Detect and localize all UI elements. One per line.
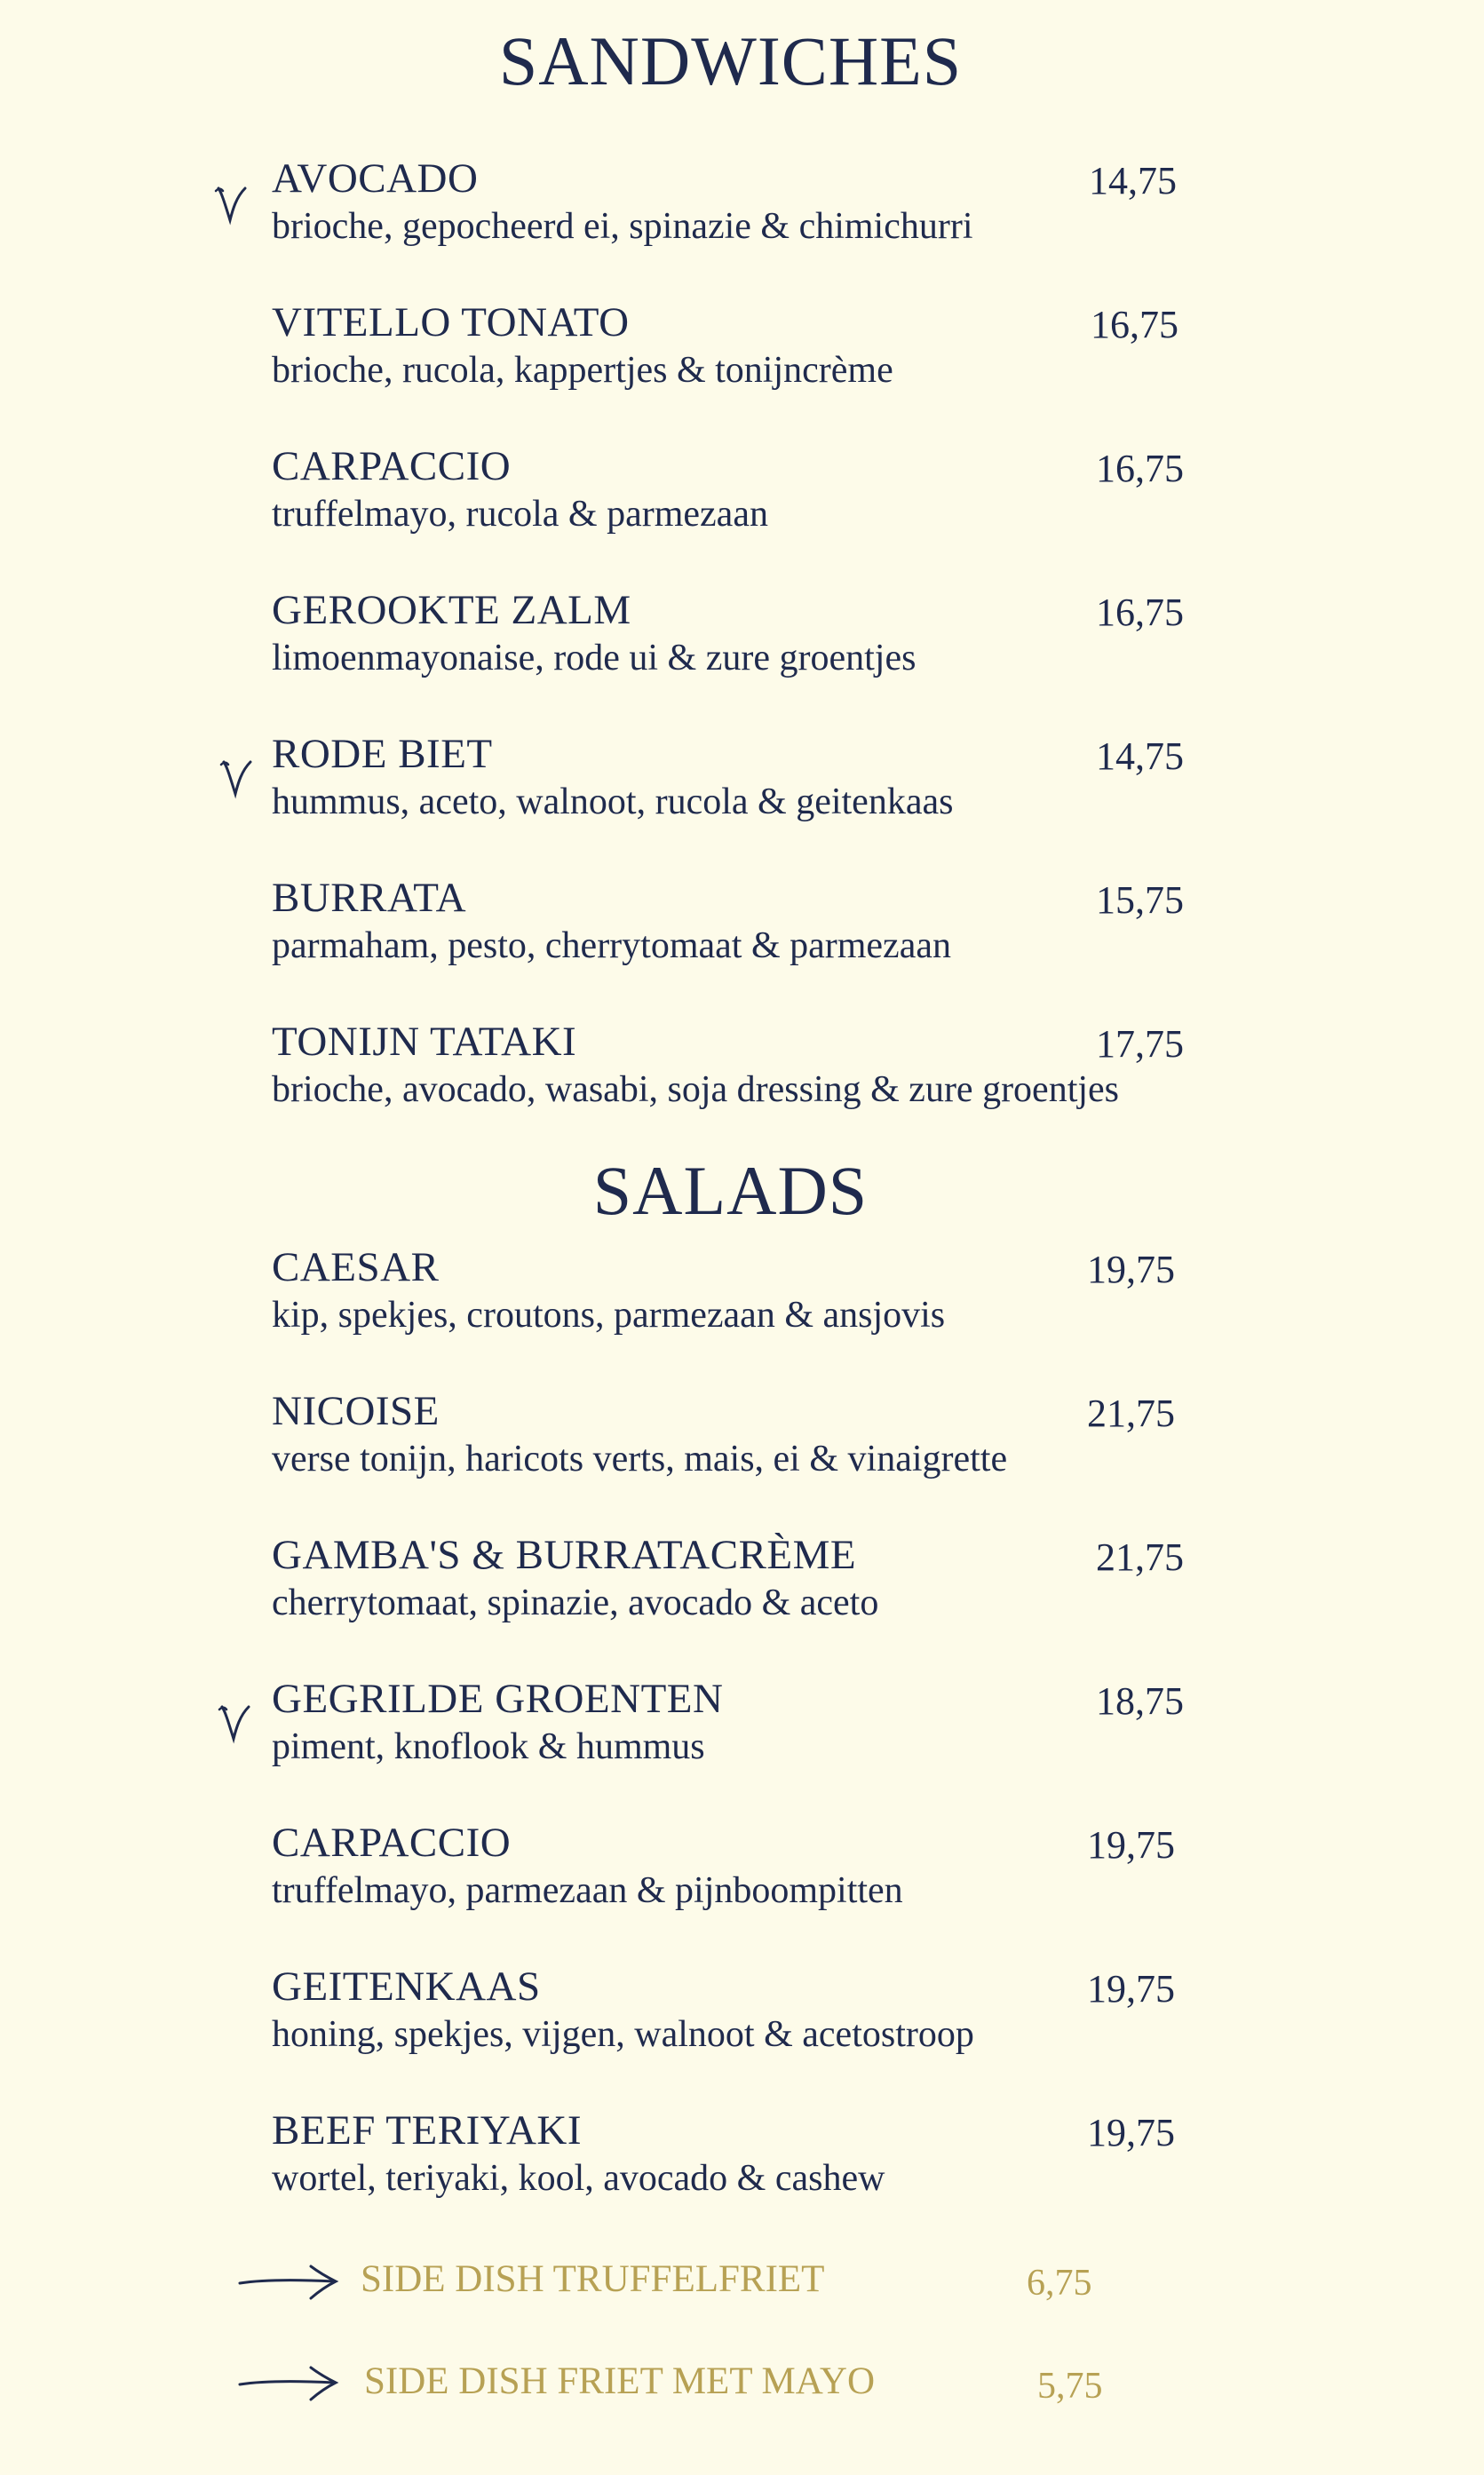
item-price: 14,75 [1096, 734, 1184, 778]
side-dish-name: SIDE DISH FRIET MET MAYO [364, 2360, 875, 2402]
item-name: CARPACCIO [272, 443, 512, 489]
side-dish-price: 5,75 [1037, 2366, 1103, 2407]
item-name: VITELLO TONATO [272, 299, 630, 345]
sandwiches-title: SANDWICHES [498, 22, 963, 99]
item-price: 15,75 [1096, 878, 1184, 922]
item-price: 19,75 [1087, 2111, 1175, 2154]
item-description: parmaham, pesto, cherrytomaat & parmezaan [272, 925, 951, 966]
item-description: kip, spekjes, croutons, parmezaan & ansjovis [272, 1295, 946, 1336]
item-name: GEROOKTE ZALM [272, 587, 631, 633]
item-description: hummus, aceto, walnoot, rucola & geitenkaas [272, 781, 954, 822]
item-description: brioche, avocado, wasabi, soja dressing & zure groentjes [272, 1069, 1120, 1110]
item-price: 16,75 [1091, 303, 1178, 346]
item-name: TONIJN TATAKI [272, 1019, 577, 1065]
item-name: GEGRILDE GROENTEN [272, 1676, 724, 1722]
leaf-v-icon [213, 183, 249, 227]
item-name: BURRATA [272, 875, 467, 921]
item-description: brioche, gepocheerd ei, spinazie & chimichurri [272, 206, 973, 247]
item-description: verse tonijn, haricots verts, mais, ei & vinaigrette [272, 1439, 1008, 1479]
leaf-v-icon [218, 757, 254, 801]
item-description: piment, knoflook & hummus [272, 1726, 705, 1767]
item-name: RODE BIET [272, 731, 493, 777]
item-name: GEITENKAAS [272, 1963, 541, 2010]
item-price: 21,75 [1096, 1535, 1184, 1579]
item-price: 14,75 [1089, 159, 1177, 202]
item-price: 19,75 [1087, 1823, 1175, 1867]
item-name: CARPACCIO [272, 1820, 512, 1866]
item-name: NICOISE [272, 1388, 440, 1434]
item-price: 18,75 [1096, 1679, 1184, 1723]
arrow-right-icon [236, 2362, 341, 2403]
item-price: 16,75 [1096, 591, 1184, 634]
item-name: AVOCADO [272, 155, 479, 202]
item-price: 17,75 [1096, 1022, 1184, 1066]
item-price: 19,75 [1087, 1967, 1175, 2011]
item-description: truffelmayo, parmezaan & pijnboompitten [272, 1870, 903, 1911]
item-price: 16,75 [1096, 447, 1184, 490]
item-price: 21,75 [1087, 1392, 1175, 1435]
item-price: 19,75 [1087, 1248, 1175, 1291]
arrow-right-icon [236, 2261, 341, 2302]
item-name: GAMBA'S & BURRATACRÈME [272, 1532, 857, 1578]
item-name: CAESAR [272, 1244, 440, 1290]
item-description: limoenmayonaise, rode ui & zure groentjes [272, 638, 917, 678]
item-description: wortel, teriyaki, kool, avocado & cashew [272, 2158, 885, 2199]
item-description: honing, spekjes, vijgen, walnoot & acetostroop [272, 2014, 974, 2055]
leaf-v-icon [217, 1702, 252, 1746]
side-dish-price: 6,75 [1027, 2263, 1092, 2304]
item-description: truffelmayo, rucola & parmezaan [272, 494, 768, 535]
side-dish-name: SIDE DISH TRUFFELFRIET [361, 2258, 825, 2300]
salads-title: SALADS [592, 1152, 869, 1229]
item-description: cherrytomaat, spinazie, avocado & aceto [272, 1583, 879, 1623]
item-description: brioche, rucola, kappertjes & tonijncrème [272, 350, 893, 391]
item-name: BEEF TERIYAKI [272, 2107, 582, 2154]
